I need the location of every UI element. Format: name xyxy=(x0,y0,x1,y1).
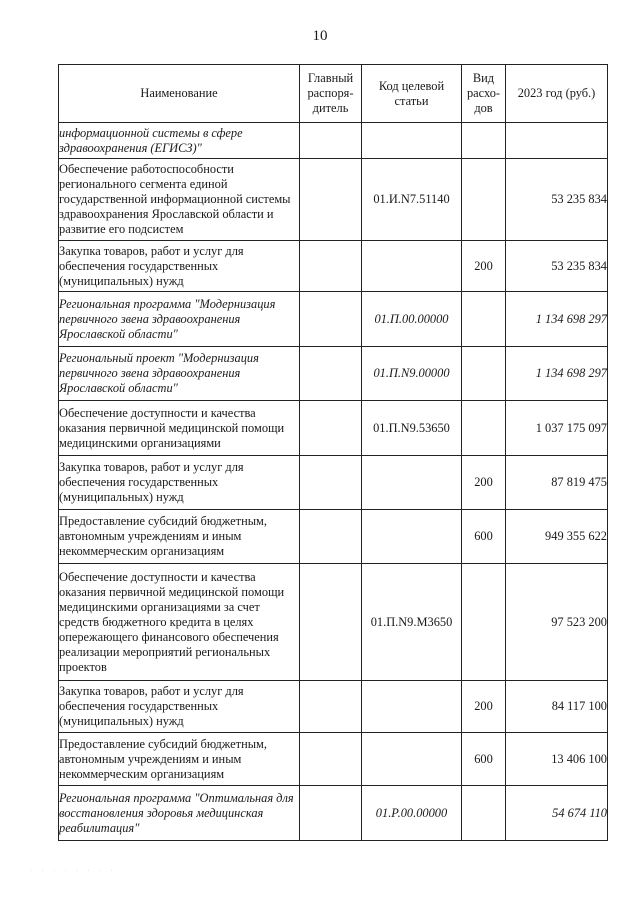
row-name: Региональная программа "Модернизация первичного звена здравоохранения Ярославской области" xyxy=(59,292,300,347)
row-code xyxy=(362,123,462,159)
budget-table xyxy=(58,64,608,841)
row-admin xyxy=(300,292,362,347)
scan-noise: · · · · · · · · xyxy=(30,868,117,874)
row-kind: 600 xyxy=(462,510,506,564)
row-name: Закупка товаров, работ и услуг для обеспечения государственных (муниципальных) нужд xyxy=(59,241,300,292)
row-code xyxy=(362,241,462,292)
header-name: Наименование xyxy=(59,65,300,123)
table-row xyxy=(59,123,608,159)
row-admin xyxy=(300,159,362,241)
table-row xyxy=(59,347,608,401)
header-code: Код целевой статьи xyxy=(362,65,462,123)
row-kind: 200 xyxy=(462,456,506,510)
page-number: 10 xyxy=(312,28,328,44)
table-row xyxy=(59,241,608,292)
row-code: 01.И.N7.51140 xyxy=(362,159,462,241)
row-kind: 200 xyxy=(462,241,506,292)
row-code: 01.П.N9.53650 xyxy=(362,401,462,456)
row-kind xyxy=(462,159,506,241)
row-kind xyxy=(462,292,506,347)
row-amount: 87 819 475 xyxy=(506,456,608,510)
table-row xyxy=(59,564,608,681)
row-code xyxy=(362,681,462,733)
table-row xyxy=(59,292,608,347)
row-name: Предоставление субсидий бюджетным, автономным учреждениям и иным некоммерческим организациям xyxy=(59,733,300,786)
row-amount: 949 355 622 xyxy=(506,510,608,564)
row-admin xyxy=(300,786,362,841)
header-amount: 2023 год (руб.) xyxy=(506,65,608,123)
row-admin xyxy=(300,241,362,292)
row-kind xyxy=(462,123,506,159)
row-name: Закупка товаров, работ и услуг для обеспечения государственных (муниципальных) нужд xyxy=(59,456,300,510)
table-row xyxy=(59,681,608,733)
row-admin xyxy=(300,733,362,786)
table-row xyxy=(59,159,608,241)
row-name: Обеспечение доступности и качества оказания первичной медицинской помощи медицинскими организациями xyxy=(59,401,300,456)
row-admin xyxy=(300,681,362,733)
row-name: Предоставление субсидий бюджетным, автономным учреждениям и иным некоммерческим организациям xyxy=(59,510,300,564)
row-amount: 97 523 200 xyxy=(506,564,608,681)
row-kind xyxy=(462,401,506,456)
row-name: Региональная программа "Оптимальная для восстановления здоровья медицинская реабилитация" xyxy=(59,786,300,841)
row-kind: 600 xyxy=(462,733,506,786)
row-kind xyxy=(462,786,506,841)
row-amount: 53 235 834 xyxy=(506,241,608,292)
table-row xyxy=(59,786,608,841)
row-admin xyxy=(300,123,362,159)
table-row xyxy=(59,733,608,786)
row-code: 01.П.N9.00000 xyxy=(362,347,462,401)
row-amount: 54 674 110 xyxy=(506,786,608,841)
table-header-row xyxy=(59,65,608,123)
row-name: информационной системы в сфере здравоохранения (ЕГИСЗ)" xyxy=(59,123,300,159)
table-row xyxy=(59,510,608,564)
table-row xyxy=(59,401,608,456)
row-kind xyxy=(462,564,506,681)
table-row xyxy=(59,456,608,510)
row-code: 01.Р.00.00000 xyxy=(362,786,462,841)
row-name: Обеспечение работоспособности регионального сегмента единой государственной информационной системы здравоохранения Ярославской области и развитие его подсистем xyxy=(59,159,300,241)
row-name: Региональный проект "Модернизация первичного звена здравоохранения Ярославской области" xyxy=(59,347,300,401)
row-admin xyxy=(300,401,362,456)
row-admin xyxy=(300,564,362,681)
row-code: 01.П.00.00000 xyxy=(362,292,462,347)
row-amount: 53 235 834 xyxy=(506,159,608,241)
header-admin: Главный распоря-дитель xyxy=(300,65,362,123)
row-name: Обеспечение доступности и качества оказания первичной медицинской помощи медицинскими организациями за счет средств бюджетного кредита в целях опережающего финансового обеспечения реализации мероприятий региональных проектов xyxy=(59,564,300,681)
row-code xyxy=(362,456,462,510)
row-amount: 1 037 175 097 xyxy=(506,401,608,456)
row-admin xyxy=(300,456,362,510)
row-code xyxy=(362,733,462,786)
row-kind: 200 xyxy=(462,681,506,733)
row-amount: 1 134 698 297 xyxy=(506,347,608,401)
row-amount: 1 134 698 297 xyxy=(506,292,608,347)
row-amount xyxy=(506,123,608,159)
table-body xyxy=(59,123,608,841)
row-amount: 13 406 100 xyxy=(506,733,608,786)
row-code: 01.П.N9.М3650 xyxy=(362,564,462,681)
row-admin xyxy=(300,347,362,401)
row-amount: 84 117 100 xyxy=(506,681,608,733)
row-name: Закупка товаров, работ и услуг для обеспечения государственных (муниципальных) нужд xyxy=(59,681,300,733)
row-kind xyxy=(462,347,506,401)
header-kind: Вид расхо-дов xyxy=(462,65,506,123)
row-code xyxy=(362,510,462,564)
row-admin xyxy=(300,510,362,564)
